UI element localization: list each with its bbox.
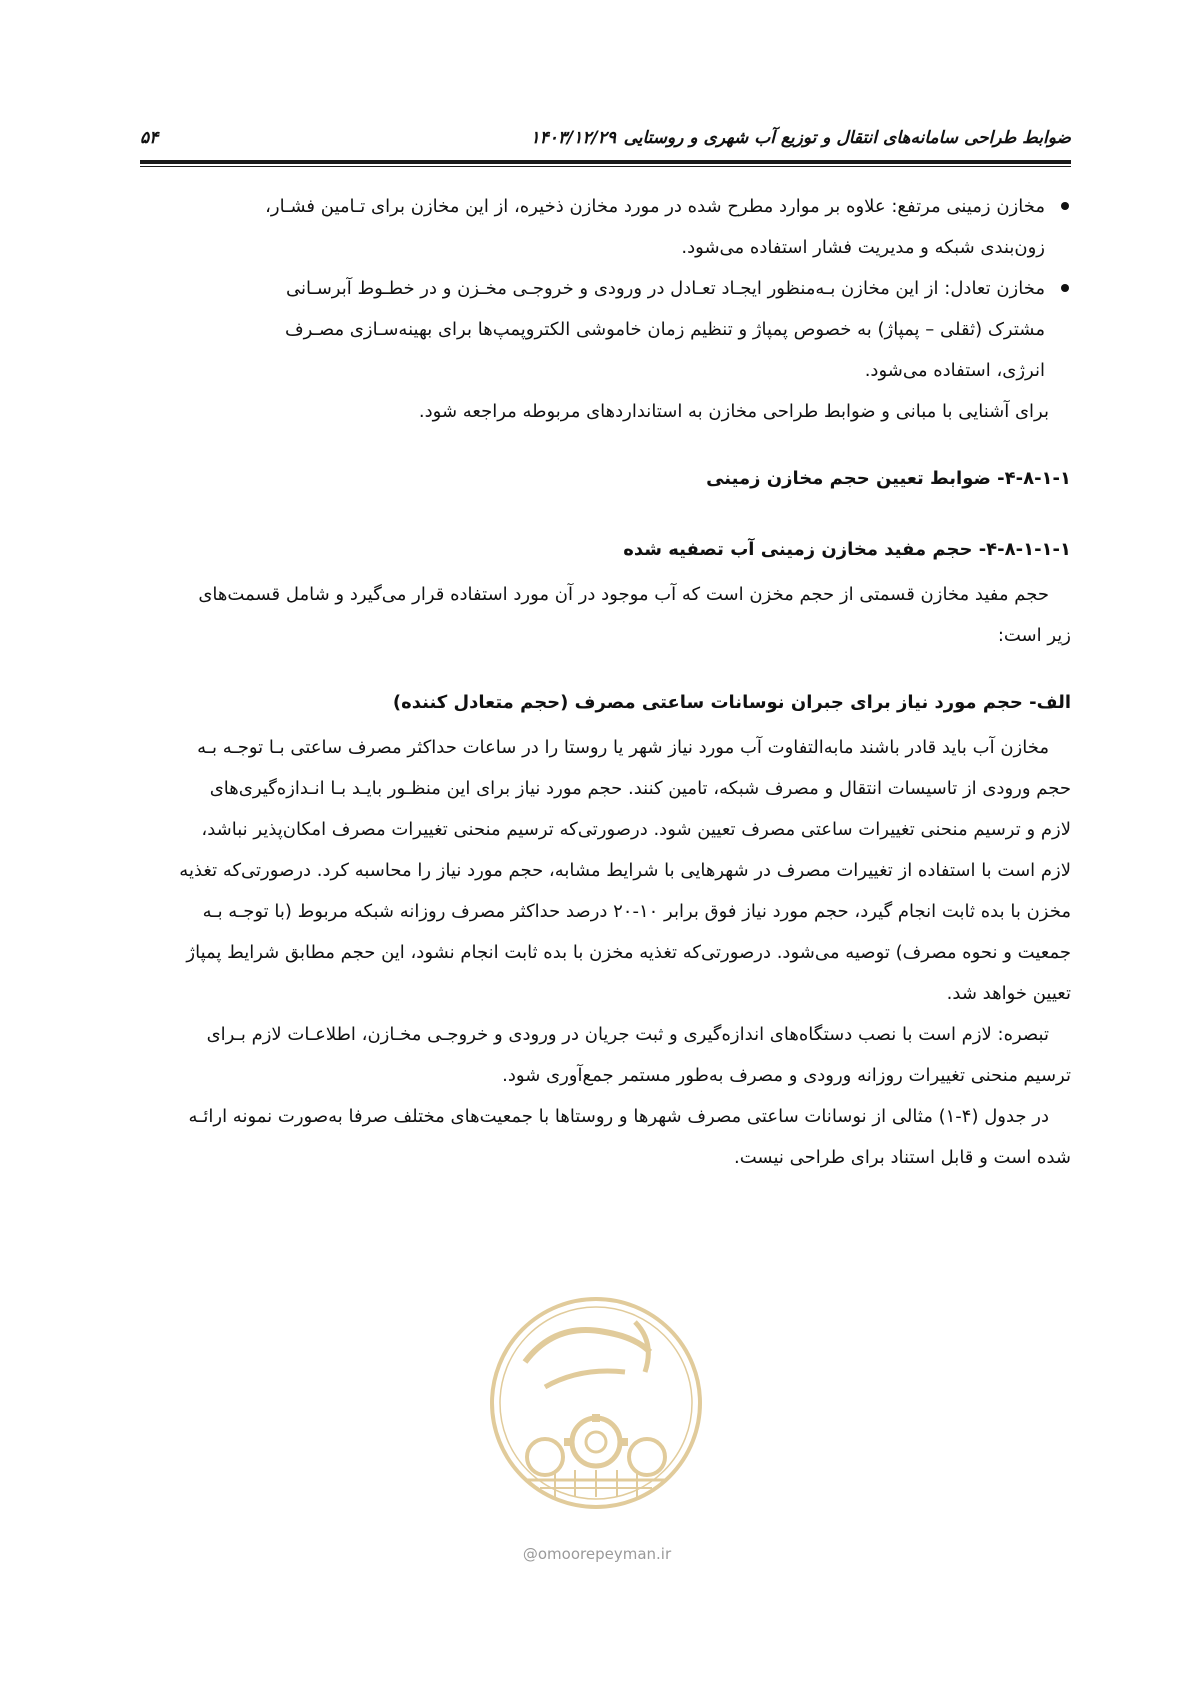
bullet-list [143, 186, 1071, 391]
header-rule-thin [140, 166, 1071, 167]
page-number: ۵۴ [140, 128, 159, 148]
table-reference-paragraph: در جدول (۴-۱) مثالی از نوسانات ساعتی مصرف شهرها و روستاها با جمعیت‌های مختلف صرفا به‌صورت نمونه ارائـه شده است و قابل استناد برای طراحی نیست. [188, 1106, 1071, 1168]
useful-volume-paragraph: حجم مفید مخازن قسمتی از حجم مخزن است که آب موجود در آن مورد استفاده قرار می‌گیرد و شامل قسمت‌های زیر است: [198, 584, 1071, 646]
list-item: مخازن تعادل: از این مخازن بـه‌منظور ایجـاد تعـادل در ورودی و خروجـی مخـزن و در خطـوط آبرسـانی مشترک (ثقلی – پمپاژ) به خصوص پمپاژ و تنظیم زمان خاموشی الکتروپمپ‌ها برای بهینه‌سـازی مصـرف انرژی، استفاده می‌شود. [143, 268, 1071, 391]
subsection-heading: ۴-۸-۱-۱-۱- حجم مفید مخازن زمینی آب تصفیه شده [623, 539, 1071, 560]
watermark-logo-icon [485, 1292, 707, 1544]
item-heading: الف- حجم مورد نیاز برای جبران نوسانات ساعتی مصرف (حجم متعادل کننده) [392, 692, 1071, 713]
body-text [143, 186, 1071, 1178]
watermark-url: @omoorepeyman.ir [522, 1545, 672, 1563]
bullet-icon [1061, 284, 1069, 292]
intro-paragraph: برای آشنایی با مبانی و ضوابط طراحی مخازن به استانداردهای مربوطه مراجعه شود. [418, 401, 1049, 422]
balancing-paragraph: مخازن آب باید قادر باشند مابه‌التفاوت آب مورد نیاز شهر یا روستا را در ساعات حداکثر مصرف ساعتی بـا توجـه بـه حجم ورودی از تاسیسات انتقال و مصرف شبکه، تامین کنند. حجم مورد نیاز برای این منظـور بایـد بـا انـدازه‌گیری‌های لازم و ترسیم منحنی تغییرات ساعتی مصرف تعیین شود. درصورتی‌که ترسیم منحنی تغییرات مصرف امکان‌پذیر نباشد، لازم است با استفاده از تغییرات مصرف در شهرهایی با شرایط مشابه، حجم مورد نیاز را محاسبه کرد. درصورتی‌که تغذیه مخزن با بده ثابت انجام گیرد، حجم مورد نیاز فوق برابر ۱۰-۲۰ درصد حداکثر مصرف روزانه شبکه مربوط (با توجـه بـه جمعیت و نحوه مصرف) توصیه می‌شود. درصورتی‌که تغذیه مخزن با بده ثابت انجام نشود، این حجم مطابق شرایط پمپاژ تعیین خواهد شد. [179, 737, 1071, 1004]
section-heading: ۴-۸-۱-۱- ضوابط تعیین حجم مخازن زمینی [706, 468, 1071, 489]
list-item: مخازن زمینی مرتفع: علاوه بر موارد مطرح شده در مورد مخازن ذخیره، از این مخازن برای تـامین فشـار، زون‌بندی شبکه و مدیریت فشار استفاده می‌شود. [143, 186, 1071, 268]
header-date: ۱۴۰۳/۱۲/۲۹ [530, 128, 616, 148]
note-paragraph: تبصره: لازم است با نصب دستگاه‌های اندازه‌گیری و ثبت جریان در ورودی و خروجـی مخـازن، اطلاعـات لازم بـرای ترسیم منحنی تغییرات روزانه ورودی و مصرف به‌طور مستمر جمع‌آوری شود. [206, 1024, 1071, 1086]
running-header [140, 128, 1071, 152]
header-rule [140, 160, 1071, 164]
bullet-icon [1061, 202, 1069, 210]
header-title: ضوابط طراحی سامانه‌های انتقال و توزیع آب شهری و روستایی [623, 128, 1071, 148]
